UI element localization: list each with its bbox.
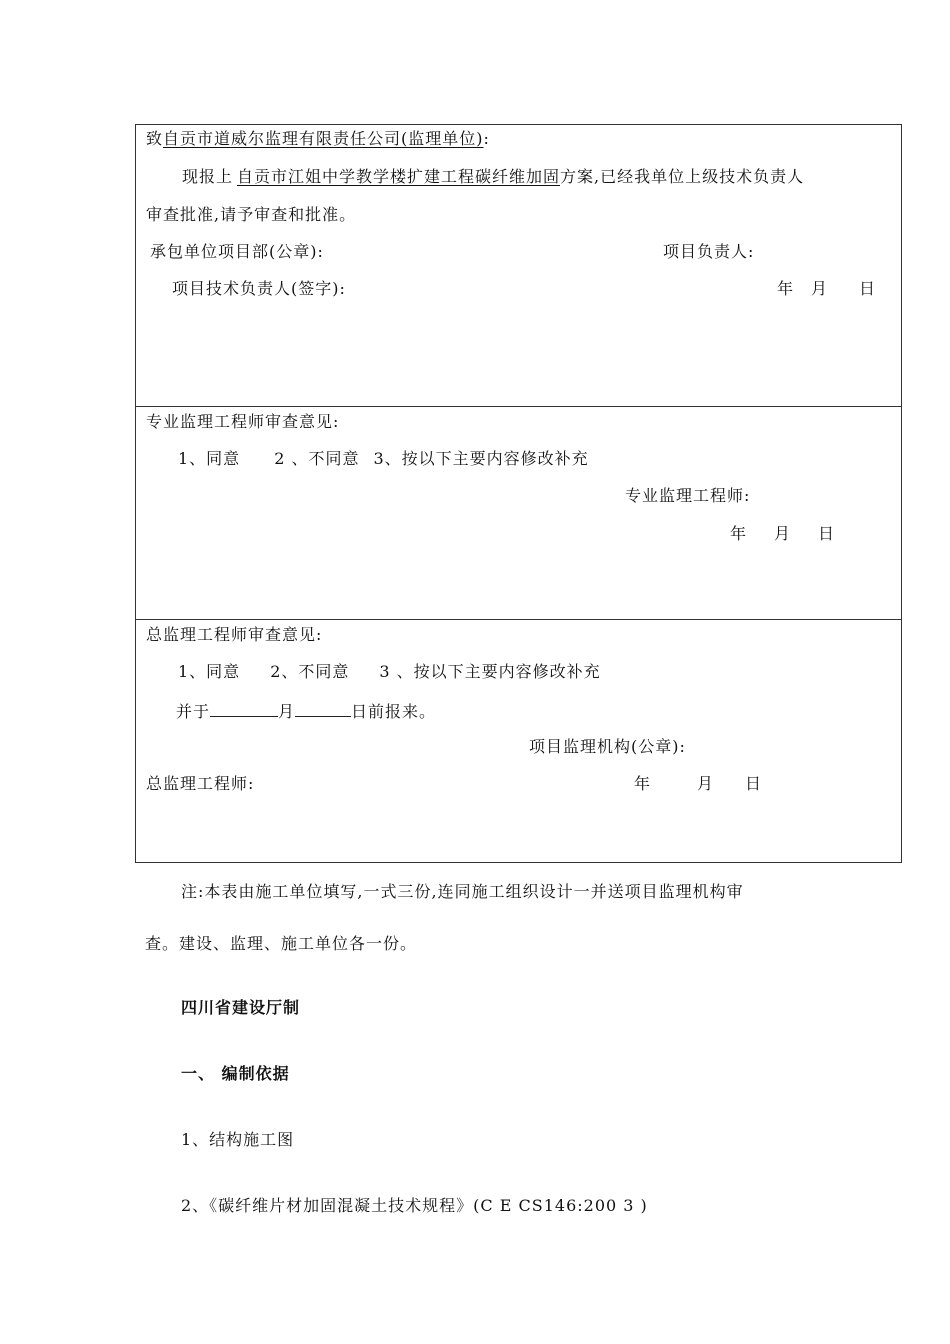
specialist-engineer-label: 专业监理工程师: <box>625 486 751 505</box>
specialist-review-section <box>136 407 901 620</box>
note-line-1: 注:本表由施工单位填写,一式三份,连同施工组织设计一并送项目监理机构审 <box>181 882 744 901</box>
addressee-company: 自贡市道威尔监理有限责任公司 <box>163 129 402 148</box>
chief-engineer-label: 总监理工程师: <box>146 774 255 793</box>
section-heading: 一、 编制依据 <box>181 1064 290 1083</box>
addressee-suffix: : <box>483 129 490 148</box>
deadline-line <box>176 700 436 722</box>
note-line-2: 查。建设、监理、施工单位各一份。 <box>145 934 418 953</box>
option-agree: 1、同意 <box>178 449 241 468</box>
option-revise: 3、按以下主要内容修改补充 <box>373 449 589 468</box>
date-year: 年 <box>634 774 652 793</box>
date-day: 日 <box>818 524 836 543</box>
approval-form-table <box>135 124 902 863</box>
month-blank <box>210 700 278 717</box>
report-prefix: 现报上 <box>182 167 234 186</box>
deadline-month: 月 <box>278 702 296 721</box>
report-line-2: 审查批准,请予审查和批准。 <box>146 205 357 224</box>
report-line <box>182 167 804 187</box>
submission-section <box>136 125 901 407</box>
option-disagree: 2、不同意 <box>270 662 350 681</box>
supervision-org-seal-label: 项目监理机构(公章): <box>529 737 686 756</box>
date-day: 日 <box>745 774 763 793</box>
addressee-line <box>146 129 490 149</box>
date-month: 月 <box>697 774 715 793</box>
chief-options <box>178 662 601 682</box>
contractor-seal-label: 承包单位项目部(公章): <box>150 242 324 261</box>
chief-review-title: 总监理工程师审查意见: <box>146 625 323 644</box>
report-suffix: 方案,已经我单位上级技术负责人 <box>560 167 805 186</box>
addressee-role: (监理单位) <box>401 129 484 148</box>
report-project-name: 自贡市江姐中学教学楼扩建工程碳纤维加固 <box>237 167 561 186</box>
issuer-label: 四川省建设厅制 <box>181 998 301 1017</box>
date-month: 月 <box>811 279 829 298</box>
date-year: 年 <box>777 279 795 298</box>
date-day: 日 <box>859 279 877 298</box>
basis-item: 1、结构施工图 <box>181 1130 295 1149</box>
option-revise: 3 、按以下主要内容修改补充 <box>379 662 601 681</box>
deadline-prefix: 并于 <box>176 702 211 721</box>
date-year: 年 <box>730 524 748 543</box>
basis-item: 2、《碳纤维片材加固混凝土技术规程》(C E CS146:200 3 ) <box>181 1196 648 1215</box>
project-manager-label: 项目负责人: <box>663 242 755 261</box>
deadline-suffix: 日前报来。 <box>351 702 437 721</box>
option-disagree: 2 、不同意 <box>274 449 360 468</box>
date-month: 月 <box>774 524 792 543</box>
addressee-prefix: 致 <box>146 129 164 148</box>
tech-manager-label: 项目技术负责人(签字): <box>172 279 346 298</box>
specialist-review-title: 专业监理工程师审查意见: <box>146 412 340 431</box>
chief-review-section <box>136 620 901 862</box>
day-blank <box>295 700 351 717</box>
option-agree: 1、同意 <box>178 662 241 681</box>
specialist-options <box>178 449 589 469</box>
